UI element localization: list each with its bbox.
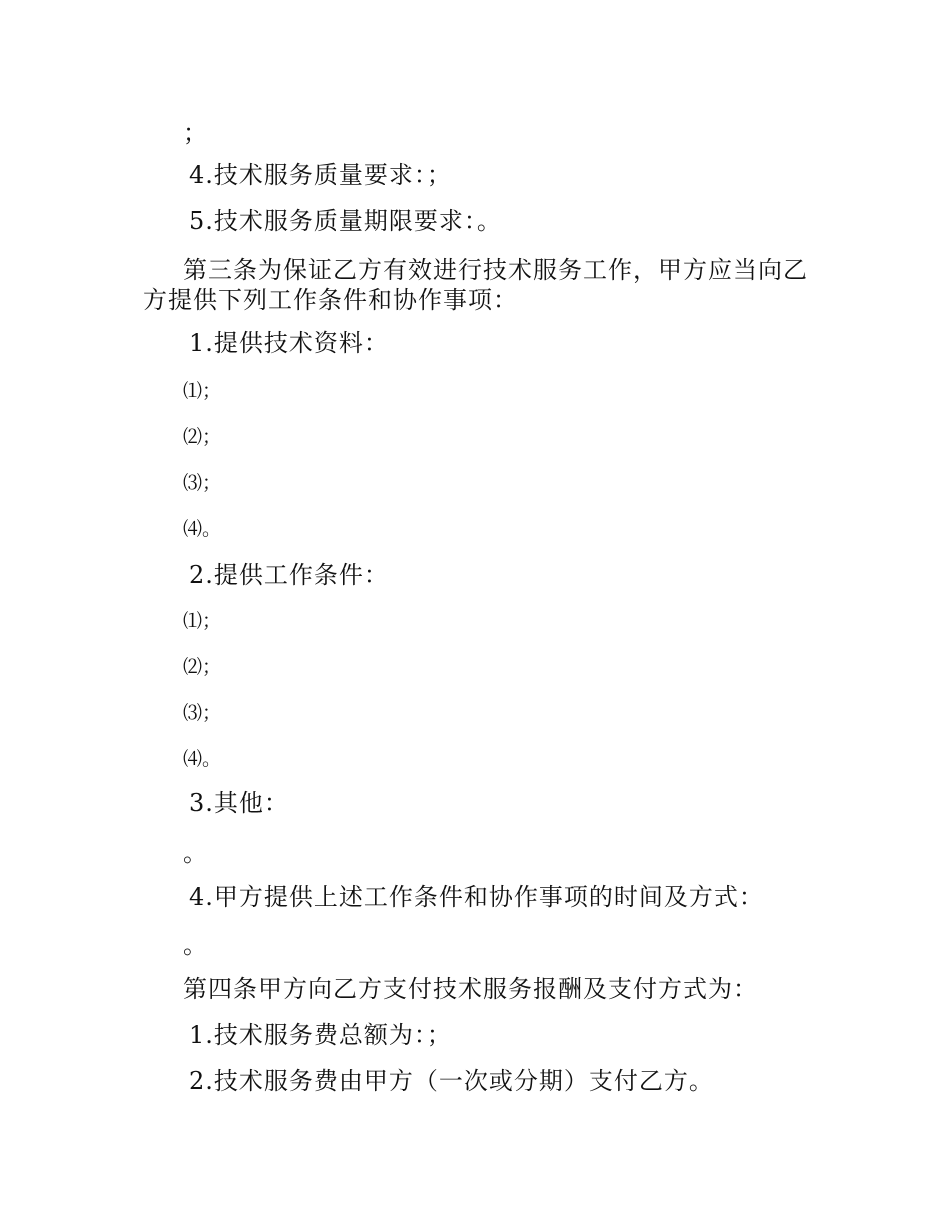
- service-fee-total-item: 1.技术服务费总额为：；: [189, 1021, 452, 1049]
- semicolon-line: ；: [183, 119, 208, 147]
- conditions-subitem-2: ⑵；: [183, 656, 222, 678]
- article-three-paragraph: 第三条为保证乙方有效进行技术服务工作，甲方应当向乙方提供下列工作条件和协作事项：: [143, 256, 808, 314]
- quality-period-item: 5.技术服务质量期限要求：。: [189, 207, 502, 235]
- service-fee-payment-item: 2.技术服务费由甲方（一次或分期）支付乙方。: [189, 1067, 714, 1095]
- period-line-2: 。: [183, 931, 208, 959]
- conditions-subitem-1: ⑴；: [183, 610, 222, 632]
- period-line-1: 。: [183, 839, 208, 867]
- conditions-subitem-3: ⑶；: [183, 702, 222, 724]
- materials-subitem-4: ⑷。: [183, 518, 222, 540]
- materials-subitem-2: ⑵；: [183, 426, 222, 448]
- provide-technical-materials-item: 1.提供技术资料：: [189, 329, 389, 357]
- materials-subitem-3: ⑶；: [183, 472, 222, 494]
- other-item: 3.其他：: [189, 789, 289, 817]
- provide-work-conditions-item: 2.提供工作条件：: [189, 561, 389, 589]
- time-and-method-item: 4.甲方提供上述工作条件和协作事项的时间及方式：: [189, 883, 764, 911]
- conditions-subitem-4: ⑷。: [183, 748, 222, 770]
- quality-requirement-item: 4.技术服务质量要求：；: [189, 161, 452, 189]
- materials-subitem-1: ⑴；: [183, 380, 222, 402]
- article-four-heading: 第四条甲方向乙方支付技术服务报酬及支付方式为：: [183, 975, 758, 1003]
